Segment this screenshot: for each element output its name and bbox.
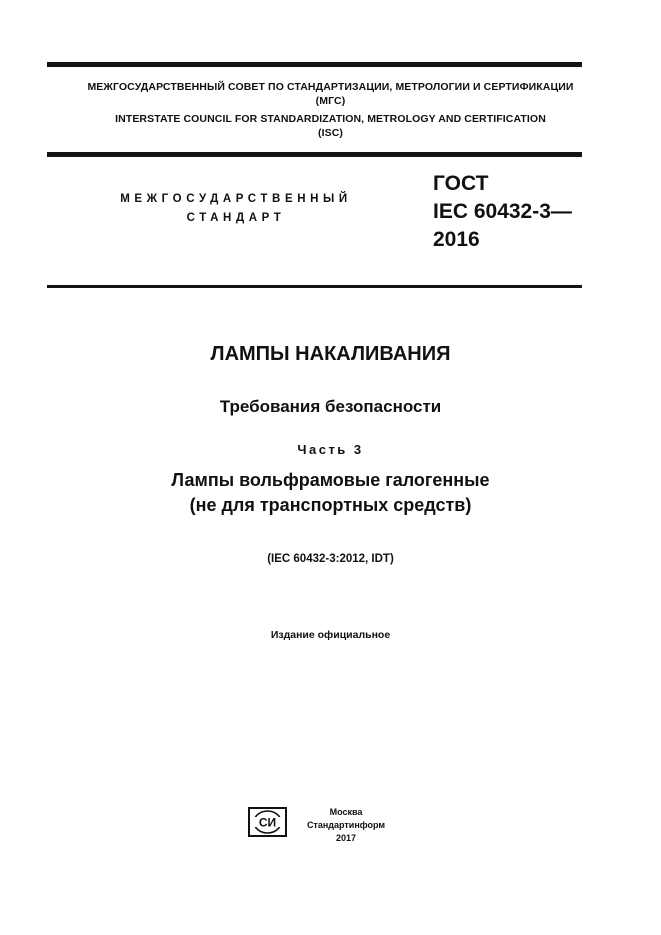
publisher-logo-text: СИ <box>258 815 277 830</box>
document-title: ЛАМПЫ НАКАЛИВАНИЯ <box>210 343 451 365</box>
publisher-info <box>306 806 386 845</box>
council-abbr-en: (ISC) <box>318 127 343 139</box>
part-title-line2: (не для транспортных средств) <box>189 495 472 515</box>
part-title-line1: Лампы вольфрамовые галогенные <box>171 470 490 490</box>
council-name-en: INTERSTATE COUNCIL FOR STANDARDIZATION, METROLOGY AND CERTIFICATION <box>115 113 546 125</box>
designation-line1: ГОСТ <box>433 172 489 195</box>
publisher-logo-icon <box>248 805 287 839</box>
edition-note: Издание официальное <box>270 629 391 641</box>
top-rule <box>47 62 582 67</box>
publisher-logo <box>248 805 287 839</box>
publication-year: 2017 <box>335 833 357 843</box>
identity-note: (IEC 60432-3:2012, IDT) <box>267 553 394 565</box>
designation-divider <box>47 285 582 288</box>
part-label: Часть 3 <box>297 442 364 457</box>
designation-line2: IEC 60432-3— <box>433 200 572 223</box>
document-subtitle: Требования безопасности <box>219 397 442 416</box>
standard-type-line2: СТАНДАРТ <box>186 212 286 224</box>
publisher-name: Стандартинформ <box>306 820 386 830</box>
standard-type-line1: МЕЖГОСУДАРСТВЕННЫЙ <box>120 193 352 205</box>
header-divider <box>47 152 582 157</box>
publisher-city: Москва <box>329 807 363 817</box>
designation-line3: 2016 <box>433 228 480 251</box>
council-name-ru: МЕЖГОСУДАРСТВЕННЫЙ СОВЕТ ПО СТАНДАРТИЗАЦИИ, МЕТРОЛОГИИ И СЕРТИФИКАЦИИ <box>87 81 574 93</box>
council-abbr-ru: (МГС) <box>315 95 346 107</box>
standard-designation <box>433 170 572 254</box>
